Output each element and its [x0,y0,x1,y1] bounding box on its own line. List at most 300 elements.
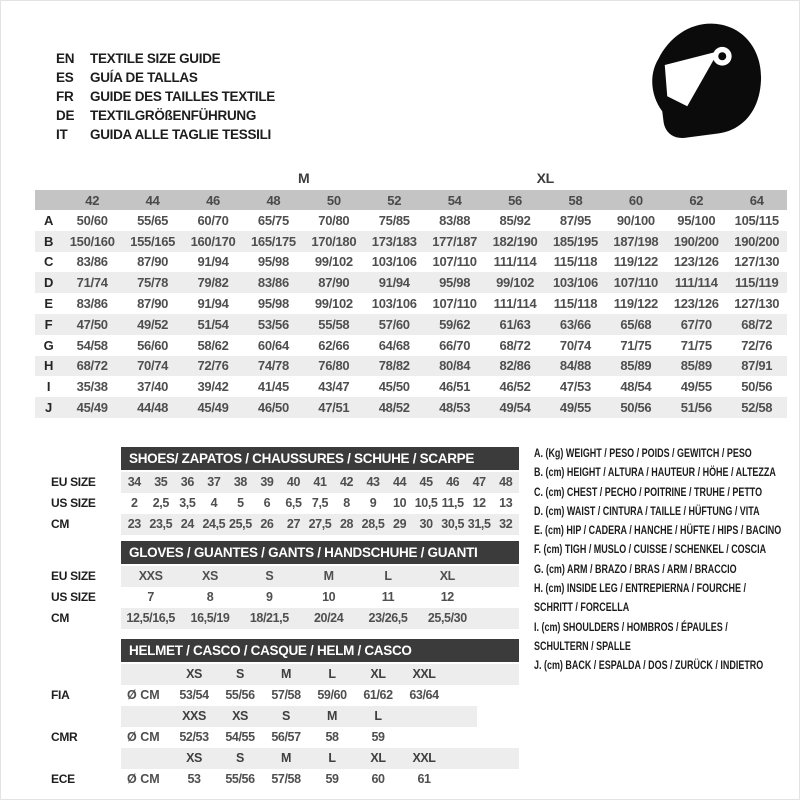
diameter-unit-label: Ø CM [127,688,160,702]
value-cell: 44 [393,475,407,489]
textile-cell: 75/78 [122,272,182,293]
helmet-title: HELMET / CASCO / CASQUE / HELM / CASCO [121,639,519,662]
language-title-row [56,68,275,87]
diameter-unit-label: Ø CM [127,772,160,786]
textile-cell: 85/89 [606,356,666,377]
textile-cell [62,167,122,189]
textile-cell: 87/90 [304,272,364,293]
textile-cell: D [35,272,62,293]
helmet-size-label: XS [232,709,248,723]
textile-cell: 87/90 [137,296,169,312]
legend-line: H. (cm) INSIDE LEG / ENTREPIERNA / FOURCHE / [534,583,746,596]
value-cell: XL [439,569,455,583]
textile-cell: G [43,337,54,353]
standard-label-ECE: ECE [51,772,75,786]
helmet-size-label: L [374,709,382,723]
textile-cell: 75/85 [378,212,410,228]
row-label: US SIZE [51,496,96,510]
value-cell: 41 [313,475,327,489]
value-cell: 53 [187,772,201,786]
value-cell: 53/54 [179,688,209,702]
value-cell: 56/57 [271,730,301,744]
row-cells [121,769,519,790]
size-col-44: 44 [122,189,182,210]
textile-cell: 83/86 [76,296,108,312]
value-cell: 36 [180,475,194,489]
helmet-size-label: XL [370,751,386,765]
textile-cell: 95/98 [257,296,289,312]
value-cell: 30,5 [441,517,464,531]
textile-cell: 53/56 [243,314,303,335]
row-cells [121,587,477,608]
textile-cell [726,167,787,189]
unit-spacer [121,748,171,769]
textile-cell: B [35,231,62,252]
language-title-row [56,49,275,68]
textile-cell: 187/198 [606,231,666,252]
row-band [121,514,519,535]
row-cells [121,685,519,706]
textile-cell: 115/119 [726,272,787,293]
value-cell: 55/56 [225,688,255,702]
value-cell: 23,5 [149,517,173,531]
textile-cell: 49/55 [680,379,712,395]
shoes-title: SHOES/ ZAPATOS / CHAUSSURES / SCHUHE / SCARPE [121,447,519,470]
value-cell: 57/58 [271,772,301,786]
value-cell: 57/58 [271,688,301,702]
legend-line: I. (cm) SHOULDERS / HOMBROS / ÉPAULES / [534,621,728,634]
textile-cell: 50/56 [741,379,773,395]
textile-cell: 63/66 [545,314,605,335]
textile-cell: 46/51 [439,379,471,395]
textile-cell: 47/50 [62,314,122,335]
value-cell: 12 [472,496,486,510]
textile-cell: 51/56 [666,397,726,418]
textile-cell: I [46,379,51,395]
value-cell: 3,5 [179,496,196,510]
helmet-size-label: S [236,751,244,765]
textile-cell: 91/94 [197,296,229,312]
value-cell: 39 [260,475,274,489]
textile-cell: 44/48 [122,397,182,418]
textile-cell [35,189,62,210]
textile-cell: 65/68 [606,314,666,335]
textile-cell: 45/49 [183,397,243,418]
value-cell: 6,5 [285,496,302,510]
textile-cell: 87/90 [137,254,169,270]
textile-cell: 71/74 [62,272,122,293]
textile-cell: 48/54 [620,379,652,395]
textile-cell: 99/102 [485,272,545,293]
textile-cell: 90/100 [616,212,655,228]
legend-line: SCHRITT / FORCELLA [534,602,630,615]
textile-cell: 170/180 [304,231,364,252]
value-cell: 54/55 [225,730,255,744]
racing-helmet-icon [646,15,771,145]
legend-line: F. (cm) TIGH / MUSLO / CUISSE / SCHENKEL / COSCIA [534,544,767,557]
textile-cell: 39/42 [197,379,229,395]
value-cell: 42 [339,475,354,489]
textile-cell: 155/165 [122,231,182,252]
row-band [121,685,519,706]
value-cell: 5 [237,496,244,510]
language-title-list [56,49,275,144]
textile-table [35,167,787,418]
measure-row-I [35,376,787,397]
value-cell: 24,5 [202,517,226,531]
textile-cell: 177/187 [424,231,484,252]
value-cell: 37 [207,475,221,489]
textile-cell: 61/63 [485,314,545,335]
value-cell: 20/24 [314,611,344,625]
measure-row-C [35,252,787,273]
helmet-size-label: L [328,667,336,681]
textile-cell: 107/110 [432,254,477,270]
row-band [121,608,519,629]
textile-cell: 79/82 [183,272,243,293]
textile-cell: 46/52 [499,379,531,395]
language-title-text: GUÍA DE TALLAS [90,70,198,85]
textile-cell: 111/114 [493,296,537,312]
helmet-value-row [1,769,800,790]
helmet-size-label: XXL [412,667,436,681]
helmet-rows [1,664,800,790]
textile-cell: 78/82 [364,356,424,377]
size-col-52: 52 [364,189,424,210]
helmet-size-label: XXS [182,709,206,723]
legend-line: B. (cm) HEIGHT / ALTURA / HAUTEUR / HÖHE / ALTEZZA [534,467,776,480]
value-cell: 24 [180,517,194,531]
value-cell: XXS [138,569,163,583]
textile-cell: 76/80 [304,356,364,377]
language-code: DE [56,108,75,123]
textile-cell: C [43,254,54,270]
legend-line: SCHULTERN / SPALLE [534,640,631,653]
textile-cell: 70/74 [559,337,591,353]
textile-cell: 58/62 [197,337,229,353]
size-group-row [35,167,787,189]
measure-row-J [35,397,787,418]
helmet-size-label: XXL [412,751,436,765]
row-label: EU SIZE [51,475,96,489]
standard-label-CMR: CMR [51,730,78,744]
row-band [121,706,477,727]
value-cell: 52/53 [179,730,209,744]
language-title-text: TEXTILE SIZE GUIDE [90,51,221,66]
textile-cell: 41/45 [257,379,289,395]
textile-cell: 55/65 [137,212,169,228]
row-band [121,769,519,790]
helmet-size-label: S [236,667,244,681]
row-band [121,748,519,769]
textile-cell: 47/51 [304,397,364,418]
textile-cell: 70/74 [122,356,182,377]
textile-cell: 87/91 [726,356,787,377]
row-band [121,472,519,493]
value-cell: 4 [210,496,218,510]
helmet-size-row [1,706,800,727]
helmet-size-label: L [328,751,336,765]
size-col-50: 50 [304,189,364,210]
textile-cell: 67/70 [666,314,726,335]
size-col-46: 46 [183,189,243,210]
size-group-L: L [364,167,485,189]
textile-cell: 190/200 [726,231,787,252]
value-cell: 10 [393,496,407,510]
textile-cell: 45/49 [62,397,122,418]
size-col-64: 64 [726,189,787,210]
language-title-text: GUIDE DES TAILLES TEXTILE [90,89,276,104]
textile-cell: 87/95 [559,212,591,228]
textile-cell: 84/88 [545,356,605,377]
textile-cell: 65/75 [257,212,289,228]
size-group-S: S [122,167,243,189]
value-cell: 11,5 [441,496,464,510]
helmet-size-label: M [280,667,291,681]
helmet-size-label: XL [370,667,386,681]
value-cell: 29 [393,517,407,531]
helmet-size-label: XS [186,667,202,681]
value-cell: 23/26,5 [368,611,408,625]
value-cell: 43 [366,475,380,489]
row-band [121,587,519,608]
value-cell: 8 [206,590,214,604]
legend-line: D. (cm) WAIST / CINTURA / TAILLE / HÜFTUNG / VITA [534,505,760,518]
textile-cell: F [35,314,62,335]
textile-cell: 127/130 [734,296,780,312]
value-cell: 27,5 [308,517,332,531]
row-label: CM [51,611,70,625]
helmet-size-label: XS [186,751,202,765]
textile-cell: 111/114 [493,254,537,270]
value-cell: 48 [499,475,513,489]
textile-cell: 80/84 [424,356,484,377]
row-band [121,566,519,587]
textile-cell: 91/94 [364,272,424,293]
standard-label-FIA: FIA [51,688,70,702]
textile-cell: 59/62 [424,314,484,335]
size-group-XXL: XXL [606,167,727,189]
textile-cell: 123/126 [673,254,719,270]
row-cells [121,493,519,514]
textile-cell: 91/94 [197,254,229,270]
language-title-row [56,106,275,125]
value-cell: 9 [369,496,377,510]
row-band [121,664,519,685]
textile-cell: 71/75 [620,337,652,353]
textile-cell: 83/86 [243,272,303,293]
language-code: IT [56,127,68,142]
value-cell: 35 [154,475,168,489]
textile-cell: 48/52 [364,397,424,418]
textile-cell: 50/60 [76,212,108,228]
textile-cell: 51/54 [183,314,243,335]
textile-cell: 47/53 [559,379,591,395]
helmet-size-row [1,748,800,769]
textile-cell: 123/126 [673,296,719,312]
row-cells [121,472,519,493]
legend-line: J. (cm) BACK / ESPALDA / DOS / ZURÜCK / INDIETRO [534,660,764,673]
textile-cell: 70/80 [318,212,350,228]
textile-cell: 85/92 [499,212,531,228]
size-col-54: 54 [424,189,484,210]
value-cell: 32 [499,517,513,531]
textile-cell: 43/47 [318,379,350,395]
value-cell: 58 [325,730,339,744]
textile-cell: 50/56 [606,397,666,418]
size-col-62: 62 [666,189,726,210]
value-cell: 40 [286,475,300,489]
textile-cell: 49/54 [485,397,545,418]
textile-cell: 105/115 [734,212,779,228]
row-cells [121,514,519,535]
textile-table-body [35,167,787,418]
row-cells [121,664,519,685]
textile-cell: 107/110 [606,272,666,293]
textile-cell: J [35,397,62,418]
textile-cell: 99/102 [314,296,353,312]
measure-row-G [35,335,787,356]
textile-cell: 95/98 [424,272,484,293]
language-code: FR [56,89,74,104]
textile-cell: 103/106 [545,272,605,293]
row-band [121,493,519,514]
value-cell: 8 [343,496,350,510]
textile-cell: 103/106 [371,296,417,312]
textile-cell: 185/195 [545,231,605,252]
value-cell: 11 [381,590,395,604]
value-cell: 45 [419,475,433,489]
textile-cell: 35/38 [76,379,108,395]
value-cell: 25,5/30 [427,611,467,625]
value-cell: 61/62 [363,688,393,702]
value-cell: 59 [325,772,339,786]
textile-cell: 119/122 [613,296,658,312]
textile-cell: 57/60 [364,314,424,335]
size-col-60: 60 [606,189,666,210]
unit-spacer [121,664,171,685]
value-cell: 23 [127,517,141,531]
value-cell: 18/21,5 [249,611,289,625]
textile-cell: 55/58 [304,314,364,335]
language-code: EN [56,51,75,66]
textile-cell: 45/50 [378,379,410,395]
value-cell: 12,5/16,5 [126,611,175,625]
textile-cell: 99/102 [314,254,353,270]
value-cell: 26 [260,517,274,531]
value-cell: 63/64 [409,688,439,702]
textile-cell: 49/52 [122,314,182,335]
row-cells [121,748,519,769]
value-cell: 7 [147,590,154,604]
helmet-size-label: M [280,751,291,765]
textile-cell: 83/86 [76,254,108,270]
value-cell: 16,5/19 [190,611,230,625]
value-cell: 47 [472,475,486,489]
helmet-size-label: S [282,709,290,723]
measure-row-A [35,210,787,231]
textile-cell: 68/72 [726,314,787,335]
textile-cell: 49/55 [545,397,605,418]
textile-cell: 127/130 [734,254,780,270]
row-band [121,727,519,748]
measure-row-B [35,231,787,252]
value-cell: 28 [339,517,354,531]
value-cell: 34 [127,475,141,489]
textile-cell: 85/89 [666,356,726,377]
value-cell: 10,5 [414,496,438,510]
legend-line: E. (cm) HIP / CADERA / HANCHE / HÜFTE / HIPS / BACINO [534,525,782,538]
textile-cell: 160/170 [183,231,243,252]
value-cell: 59 [371,730,385,744]
textile-cell: 111/114 [666,272,726,293]
textile-cell: 150/160 [62,231,122,252]
measure-row-F [35,314,787,335]
row-cells [121,566,477,587]
textile-cell: 82/86 [485,356,545,377]
textile-cell: 71/75 [680,337,712,353]
value-cell: 46 [446,475,460,489]
textile-cell: 107/110 [432,296,477,312]
helmet-size-label: M [326,709,337,723]
size-col-56: 56 [485,189,545,210]
value-cell: 6 [263,496,271,510]
textile-cell: 115/118 [553,296,598,312]
textile-cell: 103/106 [371,254,417,270]
textile-cell: E [44,296,53,312]
row-cells [121,608,477,629]
textile-cell [35,167,62,189]
measure-row-H [35,356,787,377]
textile-cell: 60/70 [197,212,229,228]
textile-cell: 115/118 [553,254,598,270]
unit-spacer [121,706,171,727]
helmet-value-row [1,727,800,748]
legend-line: A. (Kg) WEIGHT / PESO / POIDS / GEWITCH / PESO [534,448,752,460]
row-label: US SIZE [51,590,96,604]
value-cell: 2,5 [152,496,169,510]
value-cell: 61 [417,772,431,786]
textile-cell: 66/70 [439,337,471,353]
textile-cell: 68/72 [62,356,122,377]
textile-cell: 37/40 [137,379,169,395]
textile-cell: 83/88 [439,212,471,228]
textile-cell: 173/183 [364,231,424,252]
row-cells [121,727,519,748]
language-code: ES [56,70,74,85]
diameter-unit-label: Ø CM [127,730,160,744]
textile-cell: 62/66 [318,337,350,353]
helmet-value-row [1,685,800,706]
measurement-legend [534,445,800,677]
value-cell: 10 [322,590,336,604]
textile-cell: 54/58 [76,337,108,353]
language-title-text: TEXTILGRÖßENFÜHRUNG [90,108,257,123]
value-cell: 59/60 [317,688,347,702]
value-cell: 13 [499,496,513,510]
textile-cell: 74/78 [243,356,303,377]
value-cell: 60 [371,772,385,786]
textile-cell: A [43,212,54,228]
language-title-row [56,87,275,106]
legend-line: G. (cm) ARM / BRAZO / BRAS / ARM / BRACCIO [534,563,737,576]
textile-cell: H [35,356,62,377]
value-cell: 30 [419,517,433,531]
textile-cell: 190/200 [666,231,726,252]
textile-cell: 48/53 [424,397,484,418]
textile-cell: 95/100 [677,212,716,228]
measure-row-D [35,272,787,293]
